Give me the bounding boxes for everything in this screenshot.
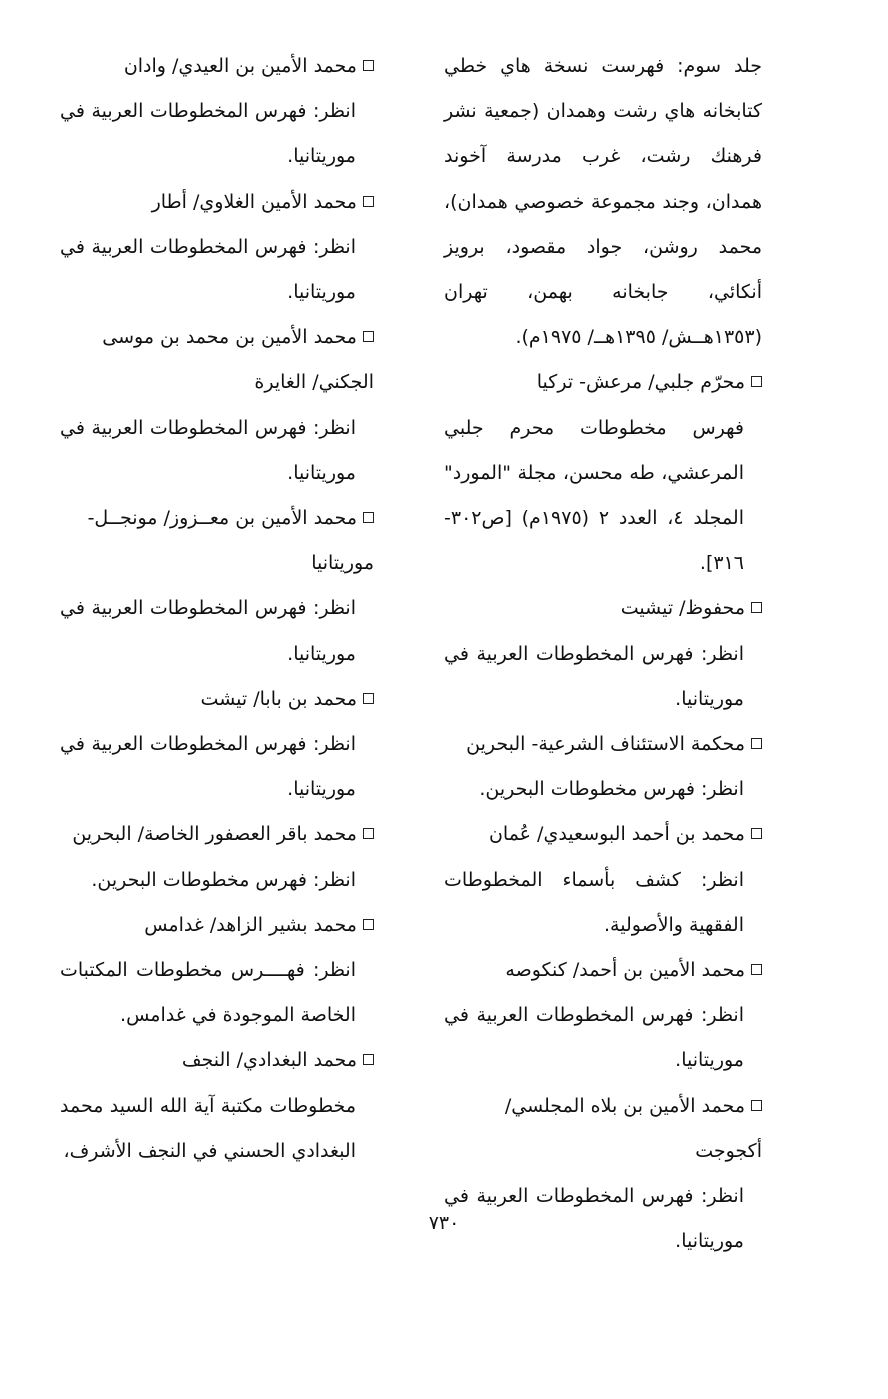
square-bullet-icon (751, 602, 762, 613)
entry-body: انظر: فهرس المخطوطات العربية في موريتانيا. (60, 733, 356, 801)
entry-heading: محمد الأمين بن بلاه المجلسي/ أكجوجت (504, 1094, 762, 1162)
catalog-entry (60, 812, 374, 902)
catalog-entry (444, 722, 762, 812)
entry-body: انظر: فهرس المخطوطات العربية في موريتانيا. (60, 100, 356, 168)
entry-heading: محرّم جلبي/ مرعش- تركيا (444, 360, 762, 405)
entry-heading: محمد البغدادي/ النجف (60, 1038, 374, 1083)
square-bullet-icon (363, 693, 374, 704)
square-bullet-icon (751, 376, 762, 387)
entry-heading: محمد باقر العصفور الخاصة/ البحرين (60, 812, 374, 857)
catalog-entry (444, 360, 762, 586)
entry-heading: محكمة الاستئناف الشرعية- البحرين (444, 722, 762, 767)
entry-body: انظر: فهــــرس مخطوطات المكتبات الخاصة الموجودة في غدامس. (60, 959, 356, 1027)
entry-heading: محمد الأمين بن العيدي/ وادان (60, 44, 374, 89)
catalog-entry (60, 180, 374, 316)
square-bullet-icon (363, 1054, 374, 1065)
entry-body: انظر: كشف بأسماء المخطوطات الفقهية والأصولية. (444, 868, 744, 936)
catalog-entry (60, 677, 374, 813)
square-bullet-icon (751, 1100, 762, 1111)
entry-heading: محمد بن بابا/ تيشت (60, 677, 374, 722)
entry-body: انظر: فهرس المخطوطات العربية في موريتانيا. (60, 235, 356, 304)
entry-body: انظر: فهرس مخطوطات البحرين. (479, 778, 744, 801)
square-bullet-icon (751, 964, 762, 975)
entry-heading: محمد الأمين بن أحمد/ كنكوصه (444, 948, 762, 993)
entry-heading: محمد الأمين بن معــزوز/ مونجــل- موريتانيا (87, 507, 374, 575)
entry-body: انظر: فهرس المخطوطات العربية في موريتانيا. (60, 416, 356, 484)
entry-heading: محمد الأمين الغلاوي/ أطار (60, 180, 374, 225)
square-bullet-icon (363, 919, 374, 930)
continued-entry: جلد سوم: فهرست نسخة هاي خطي كتابخانه هاي رشت وهمدان (جمعية نشر فرهنك رشت، غرب مدرسة آخوند همدان، وجند مجموعة خصوصي همدان)، محمد روشن، جواد مقصود، برويز أنكائي، جابخانه بهمن، تهران (١٣٥٣هــش/ ١٣٩٥هــ/ ١٩٧٥م). (444, 55, 762, 349)
catalog-entry (444, 948, 762, 1084)
entry-heading: محمد بشير الزاهد/ غدامس (60, 903, 374, 948)
square-bullet-icon (751, 738, 762, 749)
square-bullet-icon (751, 828, 762, 839)
entry-heading: محمد بن أحمد البوسعيدي/ عُمان (444, 812, 762, 857)
entry-heading: محمد الأمين بن محمد بن موسى الجكني/ الغايرة (102, 326, 374, 394)
right-column (444, 44, 762, 1264)
catalog-entry (60, 1038, 374, 1174)
left-column (60, 44, 374, 1174)
catalog-entry (444, 586, 762, 722)
entry-body: فهرس مخطوطات محرم جلبي المرعشي، طه محسن، مجلة "المورد" المجلد ٤، العدد ٢ (١٩٧٥م) [ص٣٠٢- ٣١٦]. (444, 416, 744, 575)
catalog-entry (60, 496, 374, 677)
catalog-entry (60, 903, 374, 1039)
square-bullet-icon (363, 60, 374, 71)
square-bullet-icon (363, 196, 374, 207)
square-bullet-icon (363, 512, 374, 523)
catalog-entry (60, 315, 374, 496)
entry-body: انظر: فهرس المخطوطات العربية في موريتانيا. (60, 597, 356, 665)
entry-body: انظر: فهرس المخطوطات العربية في موريتانيا. (444, 1004, 744, 1072)
page-number: ٧٣٠ (428, 1212, 460, 1234)
entry-body: انظر: فهرس المخطوطات العربية في موريتانيا. (444, 1185, 744, 1253)
catalog-entry (444, 1084, 762, 1265)
catalog-entry (60, 44, 374, 180)
catalog-entry (444, 812, 762, 948)
entry-body: انظر: فهرس المخطوطات العربية في موريتانيا. (444, 642, 744, 710)
square-bullet-icon (363, 331, 374, 342)
entry-body: مخطوطات مكتبة آية الله السيد محمد البغدادي الحسني في النجف الأشرف، (60, 1094, 356, 1162)
entry-heading: محفوظ/ تيشيت (444, 586, 762, 631)
square-bullet-icon (363, 828, 374, 839)
entry-body: انظر: فهرس مخطوطات البحرين. (91, 868, 356, 891)
